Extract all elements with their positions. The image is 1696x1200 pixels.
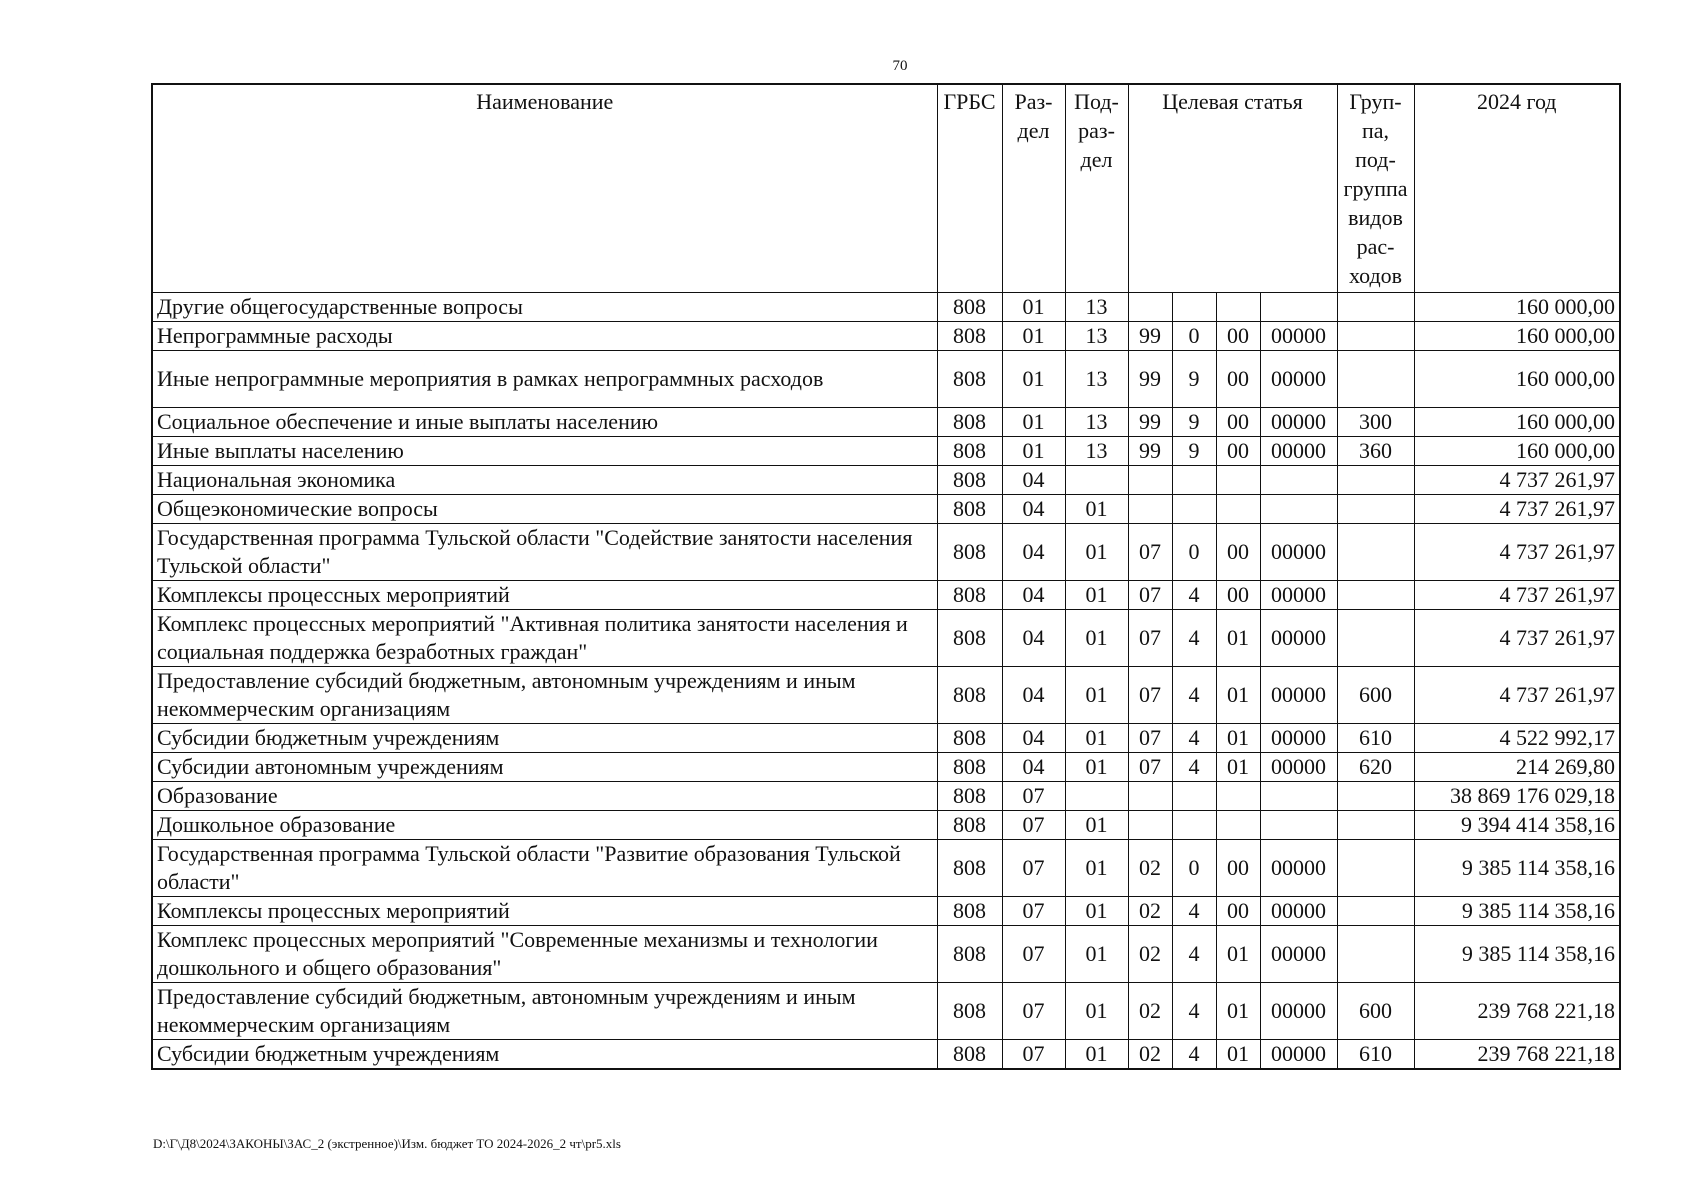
- row-grbs-cell: 808: [937, 811, 1002, 840]
- row-target-type-cell: 4: [1172, 724, 1216, 753]
- table-row: [152, 1040, 1620, 1070]
- row-name-cell: Национальная экономика: [152, 466, 937, 495]
- row-expense-group-cell: 620: [1337, 753, 1414, 782]
- row-target-direction-cell: 00000: [1260, 351, 1337, 408]
- row-target-program-cell: 02: [1128, 926, 1172, 983]
- table-row: [152, 293, 1620, 322]
- row-expense-group-cell: [1337, 495, 1414, 524]
- row-amount-cell: 4 737 261,97: [1414, 581, 1620, 610]
- row-target-direction-cell: 00000: [1260, 667, 1337, 724]
- row-razdel-cell: 07: [1002, 983, 1065, 1040]
- row-amount-cell: 4 737 261,97: [1414, 610, 1620, 667]
- table-row: [152, 667, 1620, 724]
- table-row: [152, 811, 1620, 840]
- row-amount-cell: 160 000,00: [1414, 437, 1620, 466]
- row-grbs-cell: 808: [937, 840, 1002, 897]
- row-amount-cell: 9 394 414 358,16: [1414, 811, 1620, 840]
- row-target-type-cell: 9: [1172, 408, 1216, 437]
- row-target-program-cell: 02: [1128, 897, 1172, 926]
- row-target-type-cell: 4: [1172, 667, 1216, 724]
- row-target-direction-cell: 00000: [1260, 524, 1337, 581]
- row-razdel-cell: 01: [1002, 437, 1065, 466]
- header-grbs: ГРБС: [937, 84, 1002, 293]
- row-grbs-cell: 808: [937, 667, 1002, 724]
- row-target-type-cell: 4: [1172, 1040, 1216, 1070]
- row-target-sub-cell: [1216, 782, 1260, 811]
- row-razdel-cell: 01: [1002, 351, 1065, 408]
- row-target-direction-cell: 00000: [1260, 897, 1337, 926]
- row-razdel-cell: 07: [1002, 782, 1065, 811]
- row-expense-group-cell: 600: [1337, 667, 1414, 724]
- row-target-program-cell: 99: [1128, 351, 1172, 408]
- row-expense-group-cell: [1337, 926, 1414, 983]
- row-target-type-cell: 4: [1172, 926, 1216, 983]
- row-razdel-cell: 07: [1002, 811, 1065, 840]
- row-name-cell: Государственная программа Тульской области "Развитие образования Тульской области": [152, 840, 937, 897]
- row-target-type-cell: 4: [1172, 753, 1216, 782]
- table-row: [152, 437, 1620, 466]
- row-target-type-cell: 9: [1172, 437, 1216, 466]
- row-podrazdel-cell: 01: [1065, 840, 1128, 897]
- row-target-program-cell: 02: [1128, 840, 1172, 897]
- row-razdel-cell: 07: [1002, 1040, 1065, 1070]
- row-target-type-cell: [1172, 811, 1216, 840]
- row-podrazdel-cell: 13: [1065, 408, 1128, 437]
- row-grbs-cell: 808: [937, 408, 1002, 437]
- row-podrazdel-cell: 01: [1065, 811, 1128, 840]
- row-razdel-cell: 01: [1002, 408, 1065, 437]
- header-target-article: Целевая статья: [1128, 84, 1337, 293]
- row-name-cell: Иные выплаты населению: [152, 437, 937, 466]
- table-header-row: [152, 84, 1620, 293]
- row-expense-group-cell: [1337, 811, 1414, 840]
- row-target-sub-cell: 01: [1216, 753, 1260, 782]
- table-row: [152, 581, 1620, 610]
- table-row: [152, 926, 1620, 983]
- row-podrazdel-cell: 01: [1065, 667, 1128, 724]
- row-podrazdel-cell: [1065, 466, 1128, 495]
- header-razdel: Раз- дел: [1002, 84, 1065, 293]
- row-podrazdel-cell: [1065, 782, 1128, 811]
- row-amount-cell: 9 385 114 358,16: [1414, 926, 1620, 983]
- row-target-program-cell: 99: [1128, 437, 1172, 466]
- table-row: [152, 351, 1620, 408]
- row-target-program-cell: 07: [1128, 753, 1172, 782]
- row-podrazdel-cell: 01: [1065, 1040, 1128, 1070]
- row-name-cell: Государственная программа Тульской области "Содействие занятости населения Тульской области": [152, 524, 937, 581]
- row-name-cell: Социальное обеспечение и иные выплаты населению: [152, 408, 937, 437]
- row-target-direction-cell: 00000: [1260, 408, 1337, 437]
- row-target-direction-cell: 00000: [1260, 983, 1337, 1040]
- row-podrazdel-cell: 01: [1065, 610, 1128, 667]
- row-name-cell: Комплексы процессных мероприятий: [152, 897, 937, 926]
- row-target-type-cell: [1172, 293, 1216, 322]
- row-target-type-cell: 4: [1172, 581, 1216, 610]
- row-target-sub-cell: 00: [1216, 524, 1260, 581]
- row-target-sub-cell: 00: [1216, 322, 1260, 351]
- row-podrazdel-cell: 13: [1065, 293, 1128, 322]
- row-target-direction-cell: 00000: [1260, 610, 1337, 667]
- row-target-type-cell: 0: [1172, 322, 1216, 351]
- row-target-program-cell: 07: [1128, 524, 1172, 581]
- row-podrazdel-cell: 01: [1065, 897, 1128, 926]
- row-razdel-cell: 07: [1002, 840, 1065, 897]
- row-amount-cell: 4 737 261,97: [1414, 667, 1620, 724]
- row-grbs-cell: 808: [937, 437, 1002, 466]
- row-podrazdel-cell: 13: [1065, 322, 1128, 351]
- row-expense-group-cell: 360: [1337, 437, 1414, 466]
- row-target-type-cell: [1172, 782, 1216, 811]
- table-row: [152, 753, 1620, 782]
- row-expense-group-cell: [1337, 466, 1414, 495]
- row-grbs-cell: 808: [937, 610, 1002, 667]
- row-target-sub-cell: 00: [1216, 437, 1260, 466]
- row-razdel-cell: 07: [1002, 926, 1065, 983]
- row-target-sub-cell: 00: [1216, 408, 1260, 437]
- row-target-sub-cell: [1216, 466, 1260, 495]
- header-expense-group: Груп- па, под- группа видов рас- ходов: [1337, 84, 1414, 293]
- row-podrazdel-cell: 01: [1065, 495, 1128, 524]
- row-name-cell: Общеэкономические вопросы: [152, 495, 937, 524]
- row-expense-group-cell: [1337, 610, 1414, 667]
- row-grbs-cell: 808: [937, 524, 1002, 581]
- row-expense-group-cell: 300: [1337, 408, 1414, 437]
- row-podrazdel-cell: 13: [1065, 351, 1128, 408]
- row-target-type-cell: 4: [1172, 610, 1216, 667]
- row-name-cell: Предоставление субсидий бюджетным, автономным учреждениям и иным некоммерческим организациям: [152, 667, 937, 724]
- row-target-program-cell: [1128, 782, 1172, 811]
- table-row: [152, 782, 1620, 811]
- row-target-direction-cell: 00000: [1260, 1040, 1337, 1070]
- table-row: [152, 610, 1620, 667]
- row-target-sub-cell: 01: [1216, 983, 1260, 1040]
- row-expense-group-cell: [1337, 840, 1414, 897]
- row-target-direction-cell: [1260, 782, 1337, 811]
- row-target-sub-cell: [1216, 495, 1260, 524]
- row-target-program-cell: [1128, 466, 1172, 495]
- row-razdel-cell: 04: [1002, 581, 1065, 610]
- row-target-sub-cell: 00: [1216, 897, 1260, 926]
- row-razdel-cell: 04: [1002, 667, 1065, 724]
- row-name-cell: Комплекс процессных мероприятий "Активная политика занятости населения и социальная поддержка безработных граждан": [152, 610, 937, 667]
- row-expense-group-cell: [1337, 322, 1414, 351]
- row-expense-group-cell: [1337, 524, 1414, 581]
- row-razdel-cell: 04: [1002, 524, 1065, 581]
- row-grbs-cell: 808: [937, 1040, 1002, 1070]
- row-grbs-cell: 808: [937, 466, 1002, 495]
- row-grbs-cell: 808: [937, 753, 1002, 782]
- budget-table: [151, 83, 1621, 1070]
- header-podrazdel: Под- раз- дел: [1065, 84, 1128, 293]
- row-target-type-cell: [1172, 495, 1216, 524]
- row-podrazdel-cell: 01: [1065, 926, 1128, 983]
- row-expense-group-cell: [1337, 351, 1414, 408]
- row-grbs-cell: 808: [937, 926, 1002, 983]
- row-amount-cell: 239 768 221,18: [1414, 1040, 1620, 1070]
- row-razdel-cell: 04: [1002, 724, 1065, 753]
- row-name-cell: Субсидии автономным учреждениям: [152, 753, 937, 782]
- table-row: [152, 466, 1620, 495]
- row-amount-cell: 38 869 176 029,18: [1414, 782, 1620, 811]
- row-razdel-cell: 04: [1002, 753, 1065, 782]
- row-name-cell: Образование: [152, 782, 937, 811]
- row-target-sub-cell: 01: [1216, 724, 1260, 753]
- row-amount-cell: 4 522 992,17: [1414, 724, 1620, 753]
- row-grbs-cell: 808: [937, 897, 1002, 926]
- row-target-type-cell: 0: [1172, 524, 1216, 581]
- row-target-sub-cell: 01: [1216, 926, 1260, 983]
- row-podrazdel-cell: 01: [1065, 524, 1128, 581]
- row-podrazdel-cell: 01: [1065, 753, 1128, 782]
- row-expense-group-cell: [1337, 581, 1414, 610]
- table-row: [152, 408, 1620, 437]
- row-name-cell: Иные непрограммные мероприятия в рамках непрограммных расходов: [152, 351, 937, 408]
- row-amount-cell: 160 000,00: [1414, 293, 1620, 322]
- row-expense-group-cell: 610: [1337, 724, 1414, 753]
- row-podrazdel-cell: 13: [1065, 437, 1128, 466]
- row-target-direction-cell: [1260, 293, 1337, 322]
- row-amount-cell: 239 768 221,18: [1414, 983, 1620, 1040]
- row-target-direction-cell: [1260, 495, 1337, 524]
- row-target-program-cell: 02: [1128, 1040, 1172, 1070]
- row-target-direction-cell: 00000: [1260, 322, 1337, 351]
- row-grbs-cell: 808: [937, 782, 1002, 811]
- row-amount-cell: 214 269,80: [1414, 753, 1620, 782]
- row-target-type-cell: [1172, 466, 1216, 495]
- table-row: [152, 840, 1620, 897]
- row-grbs-cell: 808: [937, 724, 1002, 753]
- row-expense-group-cell: [1337, 293, 1414, 322]
- row-target-type-cell: 4: [1172, 897, 1216, 926]
- row-expense-group-cell: [1337, 897, 1414, 926]
- row-amount-cell: 4 737 261,97: [1414, 495, 1620, 524]
- row-target-sub-cell: [1216, 811, 1260, 840]
- footer-file-path: D:\Г\Д8\2024\ЗАКОНЫ\ЗАС_2 (экстренное)\Изм. бюджет ТО 2024-2026_2 чт\pr5.xls: [153, 1136, 621, 1151]
- row-target-sub-cell: 00: [1216, 581, 1260, 610]
- row-name-cell: Предоставление субсидий бюджетным, автономным учреждениям и иным некоммерческим организациям: [152, 983, 937, 1040]
- table-row: [152, 495, 1620, 524]
- row-target-sub-cell: [1216, 293, 1260, 322]
- row-razdel-cell: 01: [1002, 293, 1065, 322]
- header-year: 2024 год: [1414, 84, 1620, 293]
- row-target-program-cell: 99: [1128, 322, 1172, 351]
- row-amount-cell: 160 000,00: [1414, 408, 1620, 437]
- row-target-sub-cell: 01: [1216, 1040, 1260, 1070]
- row-target-direction-cell: 00000: [1260, 840, 1337, 897]
- row-target-sub-cell: 01: [1216, 667, 1260, 724]
- row-podrazdel-cell: 01: [1065, 581, 1128, 610]
- row-target-direction-cell: 00000: [1260, 753, 1337, 782]
- row-podrazdel-cell: 01: [1065, 724, 1128, 753]
- table-row: [152, 524, 1620, 581]
- row-target-program-cell: 02: [1128, 983, 1172, 1040]
- row-target-direction-cell: [1260, 811, 1337, 840]
- row-razdel-cell: 04: [1002, 610, 1065, 667]
- row-razdel-cell: 04: [1002, 466, 1065, 495]
- row-grbs-cell: 808: [937, 495, 1002, 524]
- row-grbs-cell: 808: [937, 322, 1002, 351]
- row-amount-cell: 160 000,00: [1414, 351, 1620, 408]
- row-expense-group-cell: 600: [1337, 983, 1414, 1040]
- row-podrazdel-cell: 01: [1065, 983, 1128, 1040]
- row-grbs-cell: 808: [937, 293, 1002, 322]
- row-target-sub-cell: 00: [1216, 351, 1260, 408]
- row-name-cell: Непрограммные расходы: [152, 322, 937, 351]
- row-target-program-cell: 07: [1128, 724, 1172, 753]
- row-razdel-cell: 07: [1002, 897, 1065, 926]
- row-name-cell: Комплекс процессных мероприятий "Современные механизмы и технологии дошкольного и общего образования": [152, 926, 937, 983]
- row-target-type-cell: 4: [1172, 983, 1216, 1040]
- row-target-program-cell: 07: [1128, 581, 1172, 610]
- row-grbs-cell: 808: [937, 581, 1002, 610]
- row-target-type-cell: 0: [1172, 840, 1216, 897]
- row-expense-group-cell: [1337, 782, 1414, 811]
- row-target-direction-cell: 00000: [1260, 724, 1337, 753]
- row-target-sub-cell: 00: [1216, 840, 1260, 897]
- row-target-program-cell: 07: [1128, 667, 1172, 724]
- row-amount-cell: 4 737 261,97: [1414, 466, 1620, 495]
- row-razdel-cell: 04: [1002, 495, 1065, 524]
- row-target-program-cell: 99: [1128, 408, 1172, 437]
- row-name-cell: Дошкольное образование: [152, 811, 937, 840]
- row-amount-cell: 9 385 114 358,16: [1414, 897, 1620, 926]
- row-amount-cell: 160 000,00: [1414, 322, 1620, 351]
- row-target-program-cell: 07: [1128, 610, 1172, 667]
- row-name-cell: Комплексы процессных мероприятий: [152, 581, 937, 610]
- row-amount-cell: 9 385 114 358,16: [1414, 840, 1620, 897]
- row-target-direction-cell: 00000: [1260, 926, 1337, 983]
- row-name-cell: Субсидии бюджетным учреждениям: [152, 1040, 937, 1070]
- row-target-program-cell: [1128, 811, 1172, 840]
- table-row: [152, 724, 1620, 753]
- row-expense-group-cell: 610: [1337, 1040, 1414, 1070]
- table-row: [152, 983, 1620, 1040]
- row-target-sub-cell: 01: [1216, 610, 1260, 667]
- table-row: [152, 322, 1620, 351]
- row-target-type-cell: 9: [1172, 351, 1216, 408]
- row-name-cell: Субсидии бюджетным учреждениям: [152, 724, 937, 753]
- row-razdel-cell: 01: [1002, 322, 1065, 351]
- page-number: 70: [892, 58, 908, 74]
- table-row: [152, 897, 1620, 926]
- row-target-direction-cell: 00000: [1260, 581, 1337, 610]
- row-grbs-cell: 808: [937, 983, 1002, 1040]
- row-target-direction-cell: 00000: [1260, 437, 1337, 466]
- table-body: [152, 293, 1620, 1070]
- row-target-direction-cell: [1260, 466, 1337, 495]
- header-name: Наименование: [152, 84, 937, 293]
- row-target-program-cell: [1128, 293, 1172, 322]
- row-amount-cell: 4 737 261,97: [1414, 524, 1620, 581]
- row-name-cell: Другие общегосударственные вопросы: [152, 293, 937, 322]
- row-grbs-cell: 808: [937, 351, 1002, 408]
- row-target-program-cell: [1128, 495, 1172, 524]
